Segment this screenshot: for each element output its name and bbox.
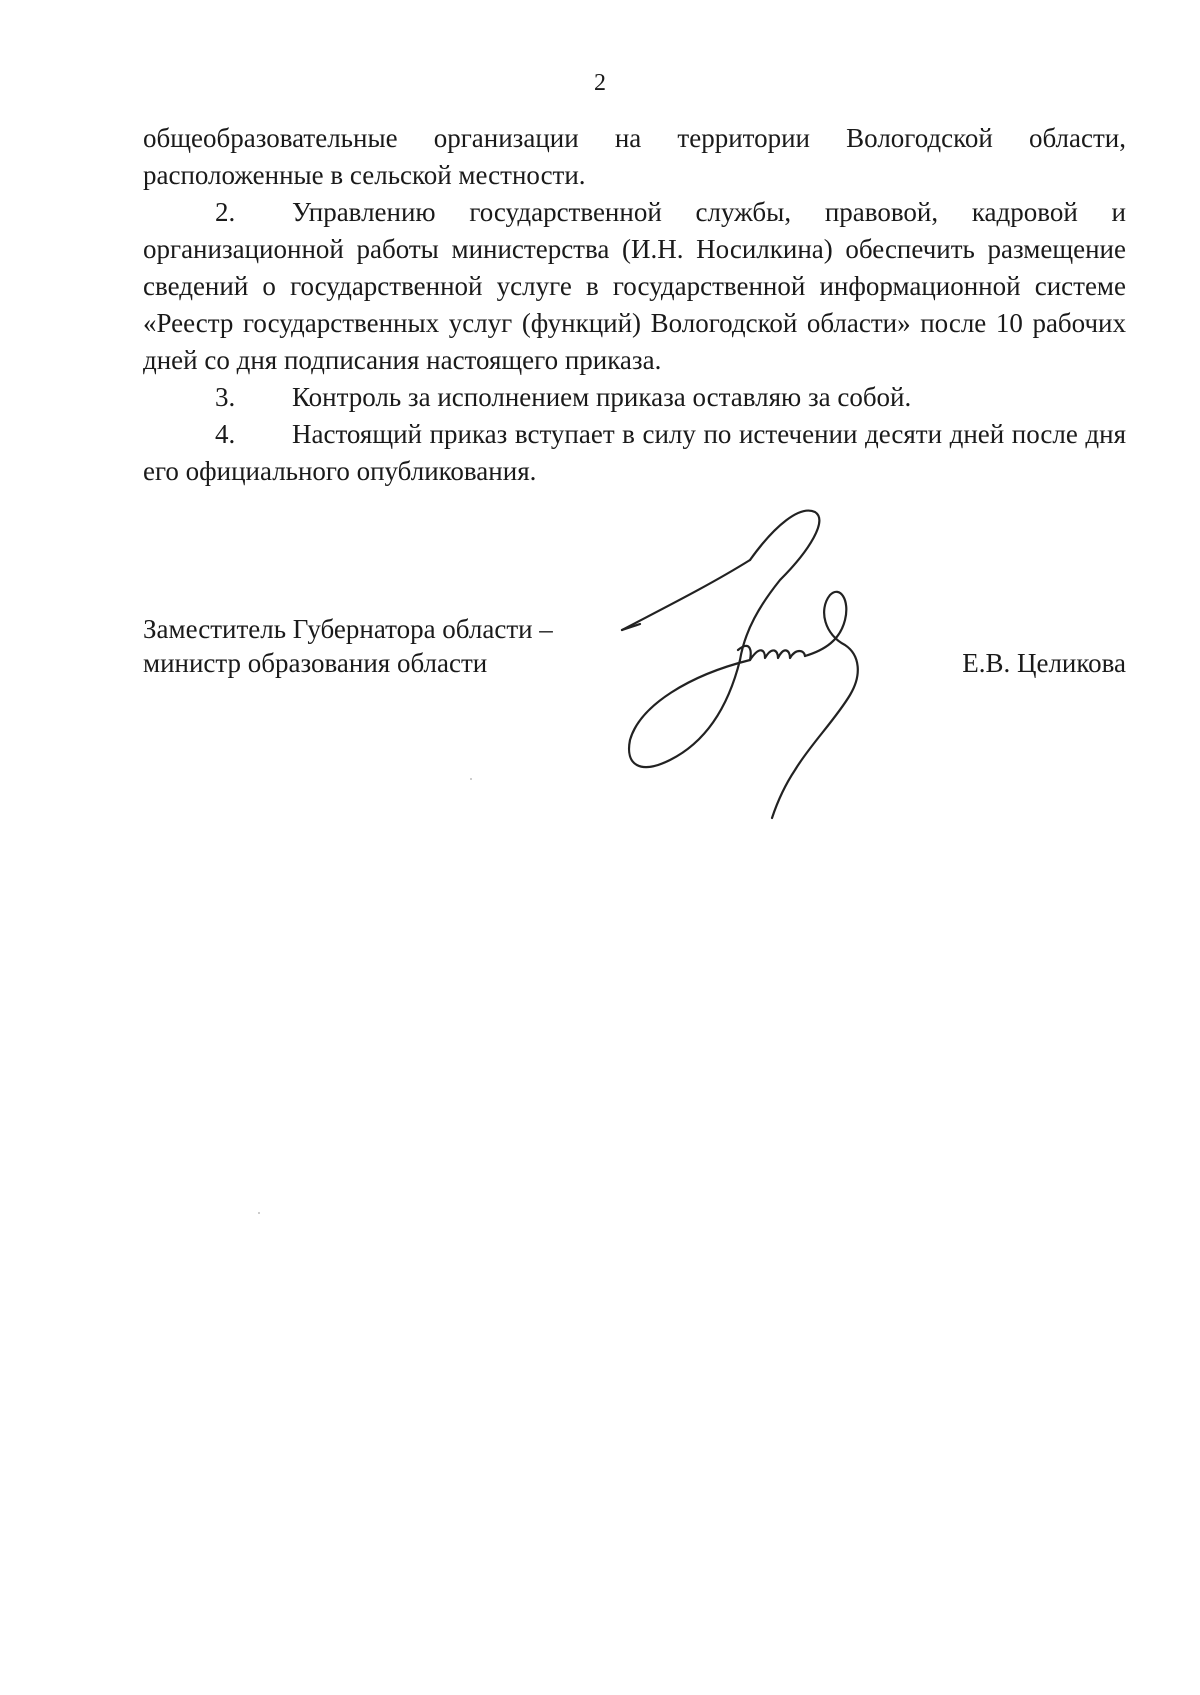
handwritten-signature bbox=[600, 500, 900, 820]
continuation-line-1: общеобразовательные организации на территории Вологодской области, bbox=[143, 123, 1126, 153]
signatory-role-line-1: Заместитель Губернатора области – bbox=[143, 614, 553, 644]
list-item-number: 2. bbox=[215, 197, 236, 227]
list-item-text: Управлению государственной службы, правовой, кадровой и организационной работы министерства (И.Н. Носилкина) обеспечить размещение сведений о государственной услуге в государственной информационной системе «Реестр государственных услуг (функций) Вологодской области» после 10 рабочих дней со дня подписания настоящего приказа. bbox=[143, 197, 1126, 375]
list-item-2 bbox=[143, 194, 1126, 379]
list-item-3 bbox=[143, 379, 1126, 416]
signatory-name: Е.В. Целикова bbox=[962, 648, 1126, 678]
scan-speck bbox=[470, 778, 472, 780]
document-body bbox=[143, 120, 1126, 490]
page-number: 2 bbox=[594, 70, 606, 96]
list-item-number: 4. bbox=[215, 419, 236, 449]
scan-speck bbox=[258, 1212, 260, 1214]
continuation-line-2: расположенные в сельской местности. bbox=[143, 160, 586, 190]
list-item-text: Настоящий приказ вступает в силу по истечении десяти дней после дня его официального опубликования. bbox=[143, 419, 1126, 486]
list-item-text: Контроль за исполнением приказа оставляю за собой. bbox=[292, 382, 912, 412]
list-item-number: 3. bbox=[215, 382, 236, 412]
list-item-4 bbox=[143, 416, 1126, 490]
signatory-role-line-2: министр образования области bbox=[143, 648, 488, 678]
